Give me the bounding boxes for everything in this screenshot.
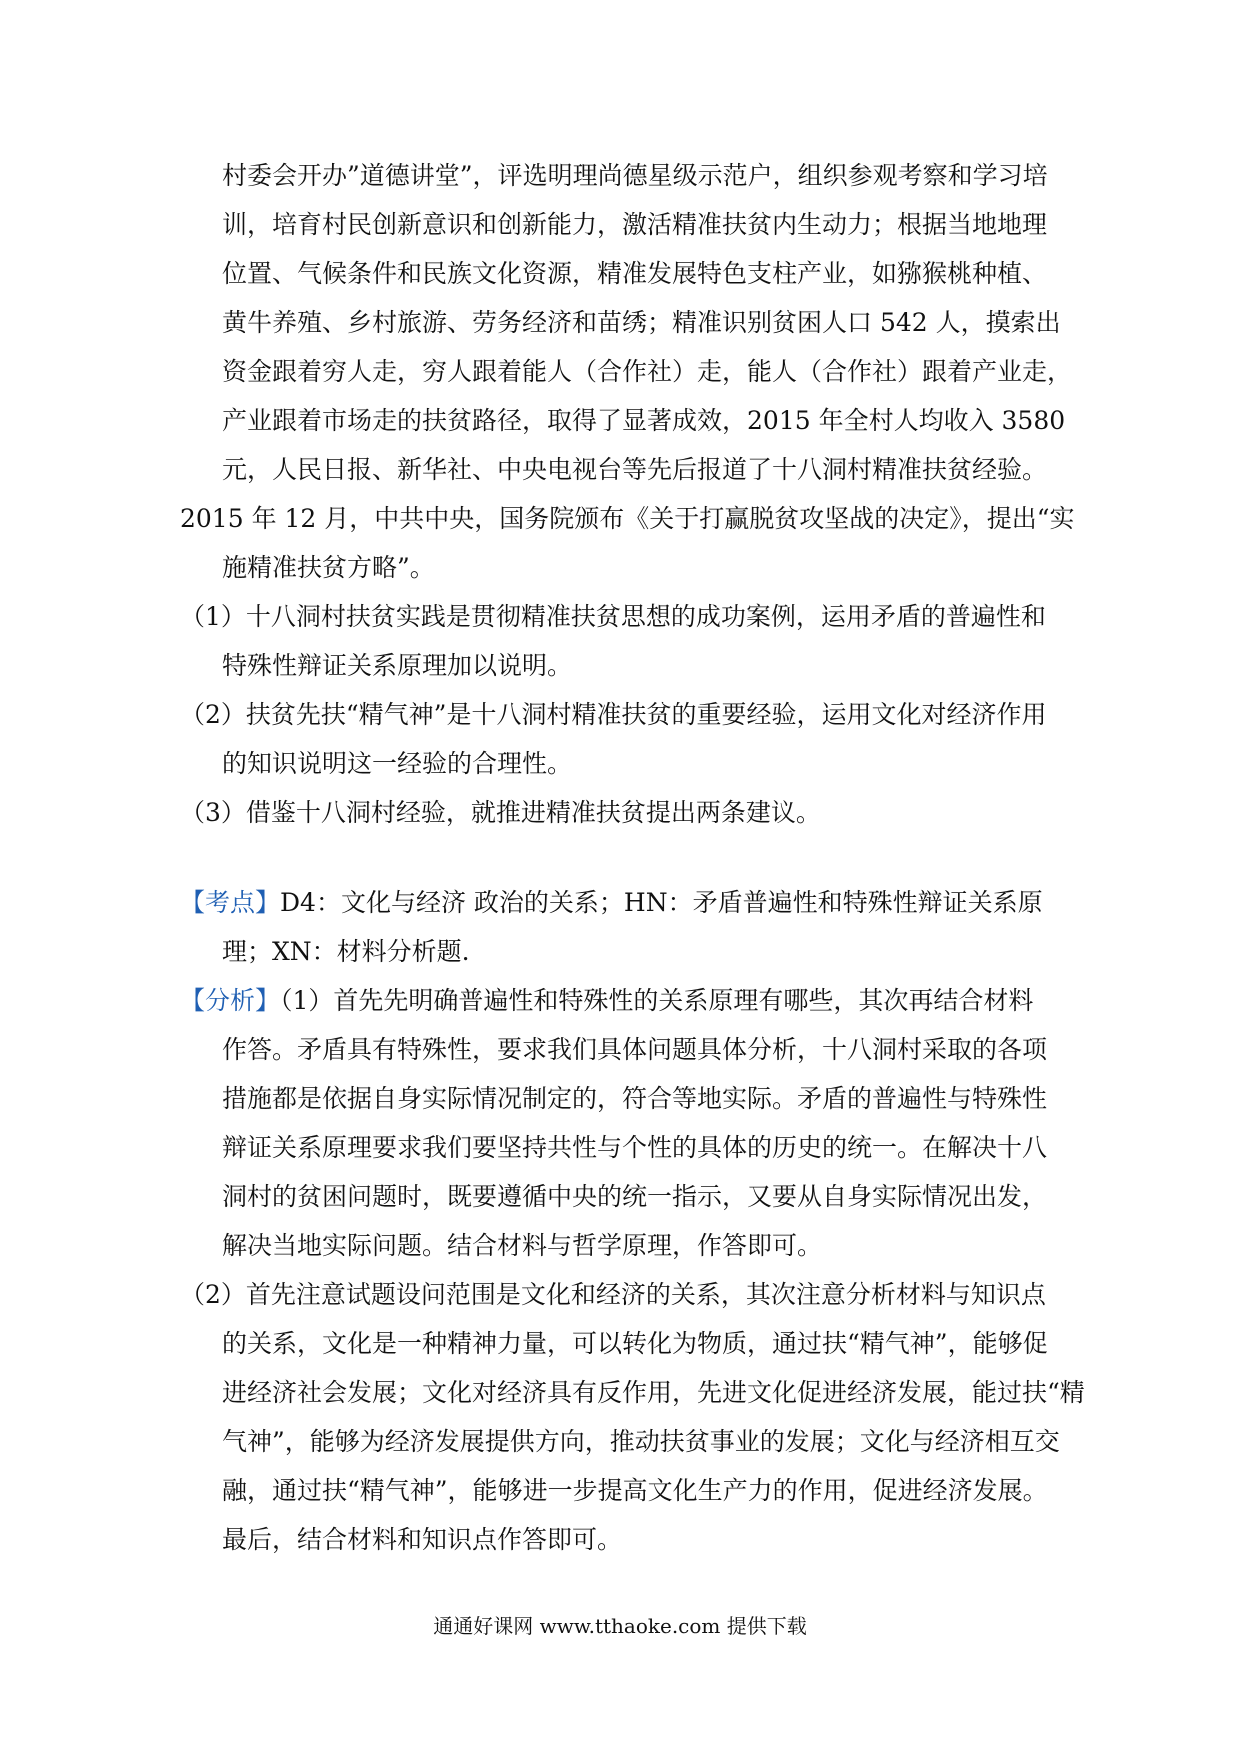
fenxi-line: 洞村的贫困问题时，既要遵循中央的统一指示，又要从自身实际情况出发， [222, 1182, 1048, 1211]
fenxi-text: （1）首先先明确普遍性和特殊性的关系原理有哪些，其次再结合材料 [280, 986, 1034, 1015]
material-line: 产业跟着市场走的扶贫路径，取得了显著成效，2015 年全村人均收入 3580 [222, 406, 1066, 435]
kaodian-label: 【考点】 [180, 888, 281, 917]
fenxi-p2-line: 最后，结合材料和知识点作答即可。 [222, 1525, 623, 1554]
kaodian-line-2: 理；XN：材料分析题. [222, 937, 470, 966]
fenxi-p2-line: 的关系，文化是一种精神力量，可以转化为物质，通过扶“精气神”，能够促 [222, 1329, 1048, 1358]
kaodian-line [180, 878, 1060, 927]
question-1: （1）十八洞村扶贫实践是贯彻精准扶贫思想的成功案例，运用矛盾的普遍性和 [180, 602, 1046, 631]
fenxi-line [180, 976, 1060, 1025]
fenxi-p2-line: 气神”，能够为经济发展提供方向，推动扶贫事业的发展；文化与经济相互交 [222, 1427, 1060, 1456]
kaodian-section [180, 878, 1060, 976]
fenxi-line: 作答。矛盾具有特殊性，要求我们具体问题具体分析，十八洞村采取的各项 [222, 1035, 1048, 1064]
material-line: 资金跟着穷人走，穷人跟着能人（合作社）走，能人（合作社）跟着产业走， [222, 357, 1073, 386]
material-paragraph [180, 151, 1075, 592]
material-line: 元，人民日报、新华社、中央电视台等先后报道了十八洞村精准扶贫经验。 [222, 455, 1048, 484]
material-line: 黄牛养殖、乡村旅游、劳务经济和苗绣；精准识别贫困人口 542 人，摸索出 [222, 308, 1061, 337]
fenxi-line: 措施都是依据自身实际情况制定的，符合等地实际。矛盾的普遍性与特殊性 [222, 1084, 1048, 1113]
fenxi-line: 解决当地实际问题。结合材料与哲学原理，作答即可。 [222, 1231, 823, 1260]
question-list [180, 592, 1060, 837]
fenxi-section [180, 976, 1085, 1564]
fenxi-label: 【分析】 [180, 986, 281, 1015]
material-line: 2015 年 12 月，中共中央，国务院颁布《关于打赢脱贫攻坚战的决定》，提出“实 [180, 504, 1075, 533]
fenxi-p2-line: 融，通过扶“精气神”，能够进一步提高文化生产力的作用，促进经济发展。 [222, 1476, 1048, 1505]
material-line: 训，培育村民创新意识和创新能力，激活精准扶贫内生动力；根据当地地理 [222, 210, 1048, 239]
question-3: （3）借鉴十八洞村经验，就推进精准扶贫提出两条建议。 [180, 798, 821, 827]
fenxi-line: 辩证关系原理要求我们要坚持共性与个性的具体的历史的统一。在解决十八 [222, 1133, 1048, 1162]
material-line: 位置、气候条件和民族文化资源，精准发展特色支柱产业，如猕猴桃种植、 [222, 259, 1048, 288]
fenxi-p2-line: （2）首先注意试题设问范围是文化和经济的关系，其次注意分析材料与知识点 [180, 1280, 1046, 1309]
question-2: （2）扶贫先扶“精气神”是十八洞村精准扶贫的重要经验，运用文化对经济作用 [180, 700, 1047, 729]
fenxi-p2-line: 进经济社会发展；文化对经济具有反作用，先进文化促进经济发展，能过扶“精 [222, 1378, 1085, 1407]
kaodian-text: D4：文化与经济 政治的关系；HN：矛盾普遍性和特殊性辩证关系原 [280, 888, 1043, 917]
material-line: 村委会开办”道德讲堂”，评选明理尚德星级示范户，组织参观考察和学习培 [222, 161, 1048, 190]
question-1-cont: 特殊性辩证关系原理加以说明。 [222, 651, 573, 680]
question-2-cont: 的知识说明这一经验的合理性。 [222, 749, 573, 778]
page-footer: 通通好课网 www.tthaoke.com 提供下载 [433, 1614, 807, 1638]
material-line: 施精准扶贫方略”。 [222, 553, 435, 582]
